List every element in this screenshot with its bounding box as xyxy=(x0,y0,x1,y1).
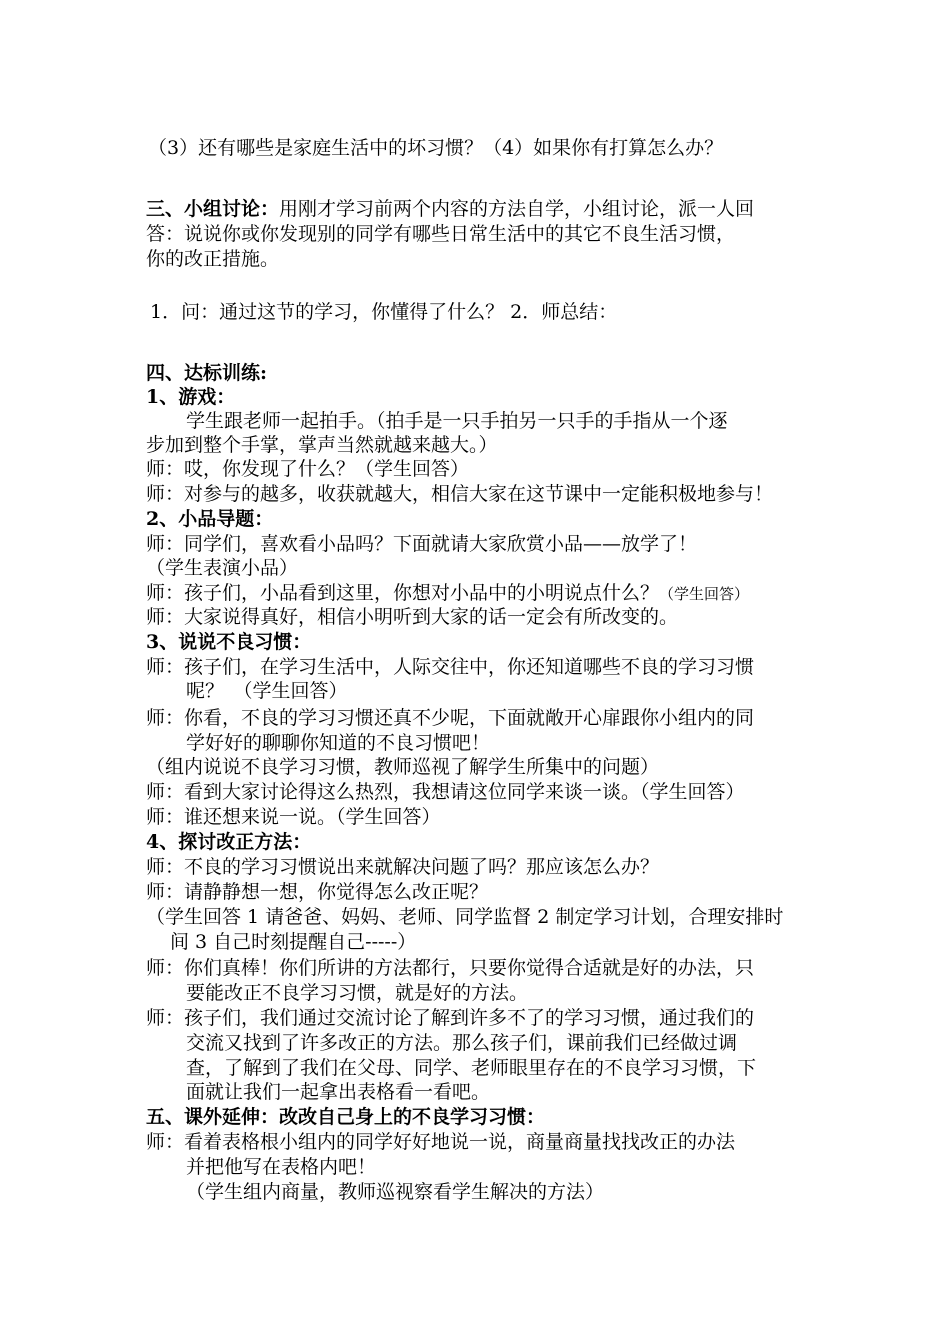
subsection-4-heading: 4、探讨改正方法： xyxy=(146,831,312,853)
subsection-2-heading: 2、小品导题： xyxy=(146,508,274,530)
teacher-line: 师：不良的学习习惯说出来就解决问题了吗？那应该怎么办？ xyxy=(146,856,660,878)
teacher-line xyxy=(146,581,749,606)
teacher-line-cont: 呢？ （学生回答） xyxy=(186,680,348,702)
paragraph-line: 学生跟老师一起拍手。（拍手是一只手拍另一只手的手指从一个逐 xyxy=(186,410,728,432)
section-4-heading: 四、达标训练: xyxy=(146,362,268,384)
paragraph-line: 你的改正措施。 xyxy=(146,248,280,270)
student-answer-note: （学生回答） xyxy=(659,585,750,603)
teacher-line-cont: 要能改正不良学习习惯，就是好的方法。 xyxy=(186,982,529,1004)
teacher-line: 师：同学们，喜欢看小品吗？下面就请大家欣赏小品——放学了！ xyxy=(146,533,698,555)
teacher-text: 师：孩子们，小品看到这里，你想对小品中的小明说点什么？ xyxy=(146,582,660,604)
teacher-line: 师：你看，不良的学习习惯还真不少呢，下面就敞开心扉跟你小组内的同 xyxy=(146,707,755,729)
teacher-line: 师：看到大家讨论得这么热烈，我想请这位同学来谈一谈。（学生回答） xyxy=(146,781,745,803)
teacher-line: 师：请静静想一想，你觉得怎么改正呢？ xyxy=(146,881,489,903)
teacher-line: 师：对参与的越多，收获就越大，相信大家在这节课中一定能积极地参与！ xyxy=(146,483,774,505)
teacher-line: 师：孩子们，在学习生活中，人际交往中，你还知道哪些不良的学习习惯 xyxy=(146,656,755,678)
section-5-heading: 五、课外延伸：改改自己身上的不良学习习惯： xyxy=(146,1106,546,1128)
teacher-line: 师：谁还想来说一说。（学生回答） xyxy=(146,806,441,828)
activity-note: （学生组内商量，教师巡视察看学生解决的方法） xyxy=(186,1181,605,1203)
paragraph-line: 步加到整个手掌，掌声当然就越来越大。） xyxy=(146,434,498,456)
section-3-text: 用刚才学习前两个内容的方法自学，小组讨论，派一人回 xyxy=(279,198,755,220)
question-line-3-4: （3）还有哪些是家庭生活中的坏习惯？（4）如果你有打算怎么办？ xyxy=(148,137,724,159)
section-3-heading xyxy=(146,197,754,221)
subsection-1-heading: 1、游戏： xyxy=(146,386,236,408)
activity-note: （组内说说不良学习习惯，教师巡视了解学生所集中的问题） xyxy=(146,756,660,778)
teacher-line-cont: 学好好的聊聊你知道的不良习惯吧！ xyxy=(186,732,491,754)
teacher-line-cont: 交流又找到了许多改正的方法。那么孩子们，课前我们已经做过调 xyxy=(186,1032,738,1054)
section-3-label: 三、小组讨论： xyxy=(146,198,280,220)
subsection-3-heading: 3、说说不良习惯： xyxy=(146,631,312,653)
teacher-line-cont: 并把他写在表格内吧！ xyxy=(186,1156,377,1178)
summary-line: 1．问：通过这节的学习，你懂得了什么？ 2．师总结： xyxy=(150,301,618,323)
teacher-line: 师：看着表格根小组内的同学好好地说一说，商量商量找找改正的办法 xyxy=(146,1131,736,1153)
teacher-line-cont: 查，了解到了我们在父母、同学、老师眼里存在的不良学习习惯，下 xyxy=(186,1057,757,1079)
teacher-line-cont: 面就让我们一起拿出表格看一看吧。 xyxy=(186,1081,491,1103)
teacher-line: 师：大家说得真好，相信小明听到大家的话一定会有所改变的。 xyxy=(146,606,679,628)
paragraph-line: 答：说说你或你发现别的同学有哪些日常生活中的其它不良生活习惯， xyxy=(146,223,736,245)
student-answer-cont: 间 3 自己时刻提醒自己-----） xyxy=(170,931,417,953)
teacher-line: 师：你们真棒！你们所讲的方法都行，只要你觉得合适就是好的办法，只 xyxy=(146,957,755,979)
student-answer-line: （学生回答 1 请爸爸、妈妈、老师、同学监督 2 制定学习计划，合理安排时 xyxy=(146,906,784,928)
student-line: （学生表演小品） xyxy=(146,557,299,579)
teacher-line: 师：孩子们，我们通过交流讨论了解到许多不了的学习习惯，通过我们的 xyxy=(146,1007,755,1029)
teacher-line: 师：哎，你发现了什么？（学生回答） xyxy=(146,458,470,480)
